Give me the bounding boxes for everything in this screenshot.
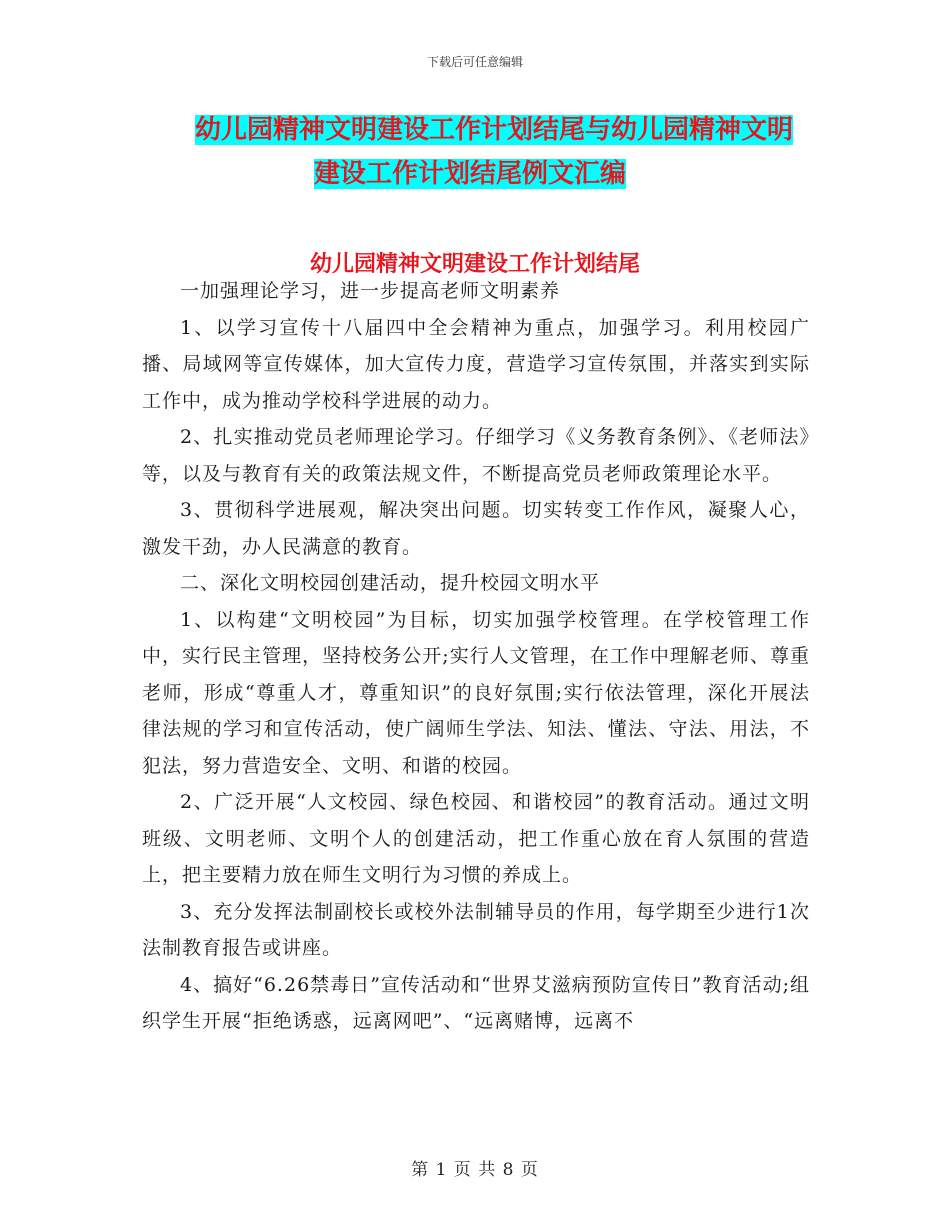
page-header-note: 下载后可任意编辑 <box>426 55 523 69</box>
paragraph: 一加强理论学习，进一步提高老师文明素养 <box>180 280 561 302</box>
paragraph: 二、深化文明校园创建活动，提升校园文明水平 <box>180 572 601 594</box>
section-title: 幼儿园精神文明建设工作计划结尾 <box>309 252 640 277</box>
paragraph: 2、广泛开展“人文校园、绿色校园、和谐校园”的教育活动。通过文明班级、文明老师、文明个人的创建活动，把工作重心放在育人氛围的营造上，把主要精力放在师生文明行为习惯的养成上。 <box>142 791 810 886</box>
document-title-line-2: 建设工作计划结尾例文汇编 <box>314 159 627 189</box>
paragraph: 3、贯彻科学进展观，解决突出问题。切实转变工作作风，凝聚人心，激发干劲，办人民满意的教育。 <box>142 499 810 558</box>
body-text <box>142 273 810 1040</box>
paragraph: 1、以构建“文明校园”为目标，切实加强学校管理。在学校管理工作中，实行民主管理，坚持校务公开;实行人文管理，在工作中理解老师、尊重老师，形成“尊重人才，尊重知识”的良好氛围;实行依法管理，深化开展法律法规的学习和宣传活动，使广阔师生学法、知法、懂法、守法、用法，不犯法，努力营造安全、文明、和谐的校园。 <box>142 608 810 777</box>
paragraph: 3、充分发挥法制副校长或校外法制辅导员的作用，每学期至少进行1次法制教育报告或讲座。 <box>142 900 810 959</box>
paragraph: 4、搞好“6.26禁毒日”宣传活动和“世界艾滋病预防宣传日”教育活动;组织学生开展“拒绝诱惑，远离网吧”、“远离赌博，远离不 <box>142 973 810 1032</box>
document-title <box>150 108 840 196</box>
page-footer: 第 1 页 共 8 页 <box>411 1160 539 1180</box>
document-title-line-1: 幼儿园精神文明建设工作计划结尾与幼儿园精神文明 <box>195 115 794 145</box>
paragraph: 2、扎实推动党员老师理论学习。仔细学习《义务教育条例》、《老师法》等，以及与教育有关的政策法规文件，不断提高党员老师政策理论水平。 <box>142 426 810 485</box>
paragraph: 1、以学习宣传十八届四中全会精神为重点，加强学习。利用校园广播、局域网等宣传媒体，加大宣传力度，营造学习宣传氛围，并落实到实际工作中，成为推动学校科学进展的动力。 <box>142 316 810 412</box>
